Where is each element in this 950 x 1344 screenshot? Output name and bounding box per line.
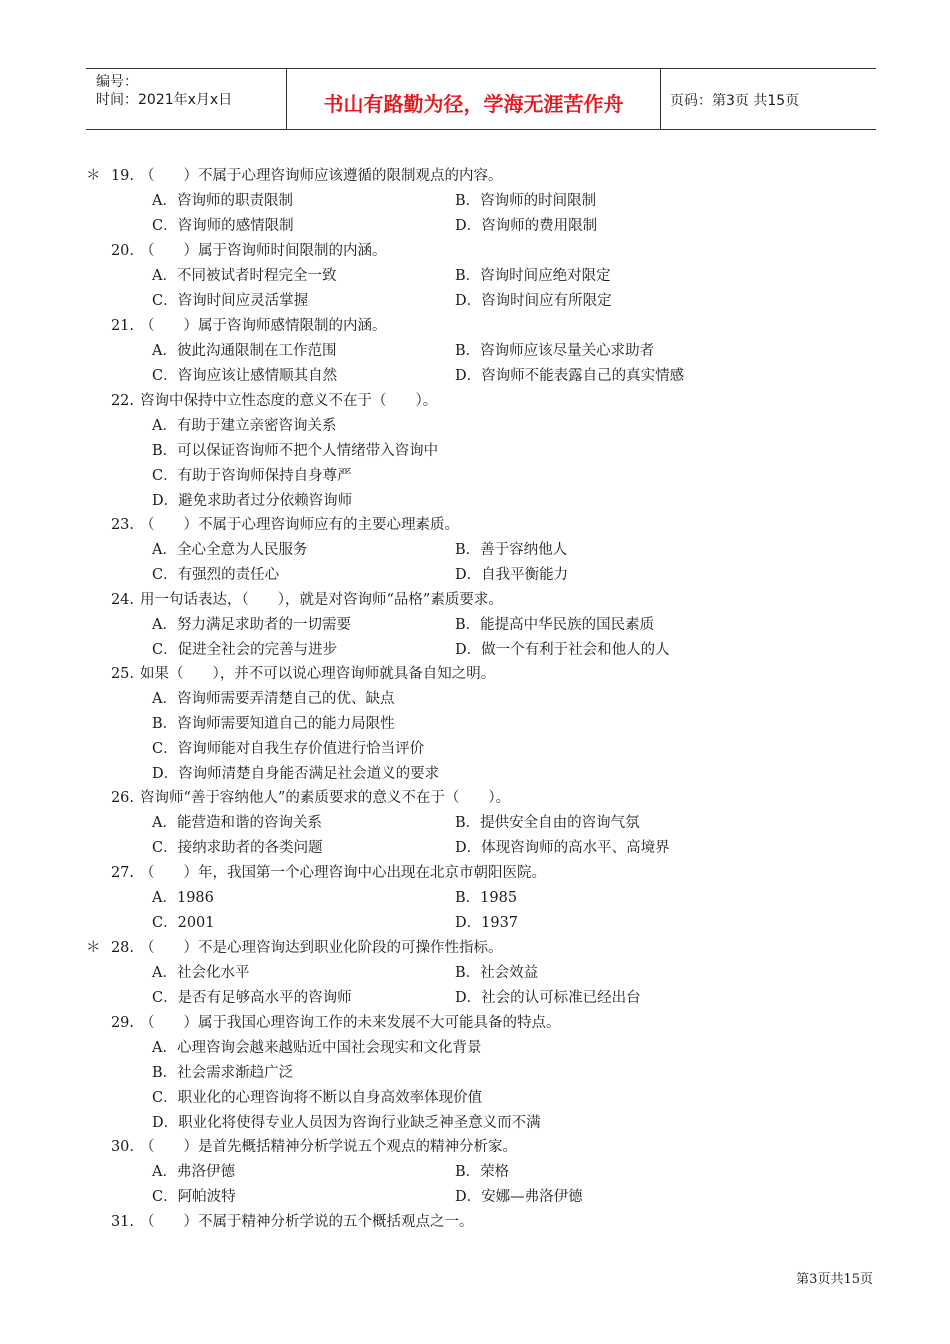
question-stem: 如果（ ），并不可以说心理咨询师就具备自知之明。: [140, 666, 496, 682]
question-stem: 咨询中保持中立性态度的意义不在于（ ）。: [140, 393, 438, 409]
footer-page-number: 第3页共15页: [796, 1272, 873, 1287]
question-stem: （ ）不属于心理咨询师应有的主要心理素质。: [140, 517, 459, 533]
answer-option: D．1937: [455, 915, 519, 931]
answer-option: D．咨询时间应有所限定: [455, 293, 612, 309]
question-stem: （ ）属于我国心理咨询工作的未来发展不大可能具备的特点。: [140, 1015, 561, 1031]
important-mark: ＊: [86, 940, 101, 956]
question-22: [86, 389, 866, 414]
answer-option: C．接纳求助者的各类问题: [152, 840, 323, 856]
answer-option: C．促进全社会的完善与进步: [152, 642, 338, 658]
answer-option: D．咨询师不能表露自己的真实情感: [455, 368, 685, 384]
answer-option: A．心理咨询会越来越贴近中国社会现实和文化背景: [152, 1040, 482, 1056]
answer-option: A．咨询师需要弄清楚自己的优、缺点: [152, 691, 395, 707]
question-25: [86, 662, 866, 687]
question-number: 20.: [110, 243, 134, 259]
question-number: 21.: [110, 318, 134, 334]
header-page-cell: [661, 69, 876, 129]
answer-option: A．不同被试者时程完全一致: [152, 268, 337, 284]
question-number: 27.: [110, 865, 134, 881]
answer-option: B．咨询师应该尽量关心求助者: [455, 343, 655, 359]
question-28: [86, 936, 866, 961]
question-stem: （ ）是首先概括精神分析学说五个观点的精神分析家。: [140, 1139, 517, 1155]
answer-option: A．努力满足求助者的一切需要: [152, 617, 351, 633]
answer-option: D．职业化将使得专业人员因为咨询行业缺乏神圣意义而不满: [152, 1115, 541, 1131]
question-29: [86, 1011, 866, 1036]
question-number: 19.: [110, 168, 134, 184]
answer-option: C．有助于咨询师保持自身尊严: [152, 468, 352, 484]
question-stem: 用一句话表达，（ ），就是对咨询师“品格”素质要求。: [140, 592, 503, 608]
answer-option: C．有强烈的责任心: [152, 567, 280, 583]
answer-option: B．咨询时间应绝对限定: [455, 268, 611, 284]
answer-option: B．社会需求渐趋广泛: [152, 1065, 294, 1081]
date-label: 时间：2021年x月x日: [96, 92, 233, 108]
question-19: [86, 164, 866, 189]
question-number: 28.: [110, 940, 134, 956]
answer-option: B．社会效益: [455, 965, 539, 981]
answer-option: C．是否有足够高水平的咨询师: [152, 990, 352, 1006]
answer-option: C．咨询师能对自我生存价值进行恰当评价: [152, 741, 425, 757]
question-stem: 咨询师“善于容纳他人”的素质要求的意义不在于（ ）。: [140, 790, 511, 806]
answer-option: B．善于容纳他人: [455, 542, 568, 558]
answer-option: D．自我平衡能力: [455, 567, 569, 583]
question-20: [86, 239, 866, 264]
answer-option: B．可以保证咨询师不把个人情绪带入咨询中: [152, 443, 439, 459]
answer-option: D．做一个有利于社会和他人的人: [455, 642, 670, 658]
header-meta-cell: [86, 69, 287, 129]
answer-option: C．2001: [152, 915, 215, 931]
answer-option: B．咨询师的时间限制: [455, 193, 597, 209]
question-23: [86, 513, 866, 538]
answer-option: C．咨询时间应灵活掌握: [152, 293, 309, 309]
question-number: 26.: [110, 790, 134, 806]
question-26: [86, 786, 866, 811]
question-number: 23.: [110, 517, 134, 533]
answer-option: D．避免求助者过分依赖咨询师: [152, 493, 353, 509]
question-21: [86, 314, 866, 339]
answer-option: B．咨询师需要知道自己的能力局限性: [152, 716, 395, 732]
answer-option: B．能提高中华民族的国民素质: [455, 617, 655, 633]
answer-option: D．安娜—弗洛伊德: [455, 1189, 583, 1205]
question-stem: （ ）不属于心理咨询师应该遵循的限制观点的内容。: [140, 168, 503, 184]
question-stem: （ ）不属于精神分析学说的五个概括观点之一。: [140, 1214, 474, 1230]
answer-option: D．体现咨询师的高水平、高境界: [455, 840, 670, 856]
question-stem: （ ）属于咨询师时间限制的内涵。: [140, 243, 387, 259]
answer-option: A．咨询师的职责限制: [152, 193, 293, 209]
answer-option: D．咨询师的费用限制: [455, 218, 598, 234]
question-number: 31.: [110, 1214, 134, 1230]
answer-option: D．咨询师清楚自身能否满足社会道义的要求: [152, 766, 440, 782]
answer-option: B．提供安全自由的咨询气氛: [455, 815, 640, 831]
question-number: 24.: [110, 592, 134, 608]
answer-option: A．社会化水平: [152, 965, 250, 981]
question-number: 22.: [110, 393, 134, 409]
answer-option: C．阿帕波特: [152, 1189, 236, 1205]
question-31: [86, 1210, 866, 1235]
question-27: [86, 861, 866, 886]
question-number: 29.: [110, 1015, 134, 1031]
header-motto-cell: [287, 69, 661, 129]
question-stem: （ ）年，我国第一个心理咨询中心出现在北京市朝阳医院。: [140, 865, 546, 881]
answer-option: A．彼此沟通限制在工作范围: [152, 343, 337, 359]
answer-option: A．能营造和谐的咨询关系: [152, 815, 322, 831]
question-stem: （ ）属于咨询师感情限制的内涵。: [140, 318, 387, 334]
answer-option: A．有助于建立亲密咨询关系: [152, 418, 337, 434]
answer-option: C．咨询应该让感情顺其自然: [152, 368, 338, 384]
answer-option: C．职业化的心理咨询将不断以自身高效率体现价值: [152, 1090, 483, 1106]
question-number: 30.: [110, 1139, 134, 1155]
answer-option: A．弗洛伊德: [152, 1164, 235, 1180]
answer-option: D．社会的认可标准已经出台: [455, 990, 641, 1006]
answer-option: A．全心全意为人民服务: [152, 542, 308, 558]
question-stem: （ ）不是心理咨询达到职业化阶段的可操作性指标。: [140, 940, 503, 956]
important-mark: ＊: [86, 168, 101, 184]
question-24: [86, 588, 866, 613]
code-label: 编号：: [96, 74, 138, 90]
question-30: [86, 1135, 866, 1160]
question-number: 25.: [110, 666, 134, 682]
page-header: [86, 68, 876, 130]
motto: 书山有路勤为径，学海无涯苦作舟: [323, 92, 624, 116]
answer-option: B．1985: [455, 890, 518, 906]
header-page-number: 页码：第3页 共15页: [670, 93, 800, 109]
answer-option: A．1986: [152, 890, 214, 906]
answer-option: B．荣格: [455, 1164, 510, 1180]
answer-option: C．咨询师的感情限制: [152, 218, 294, 234]
